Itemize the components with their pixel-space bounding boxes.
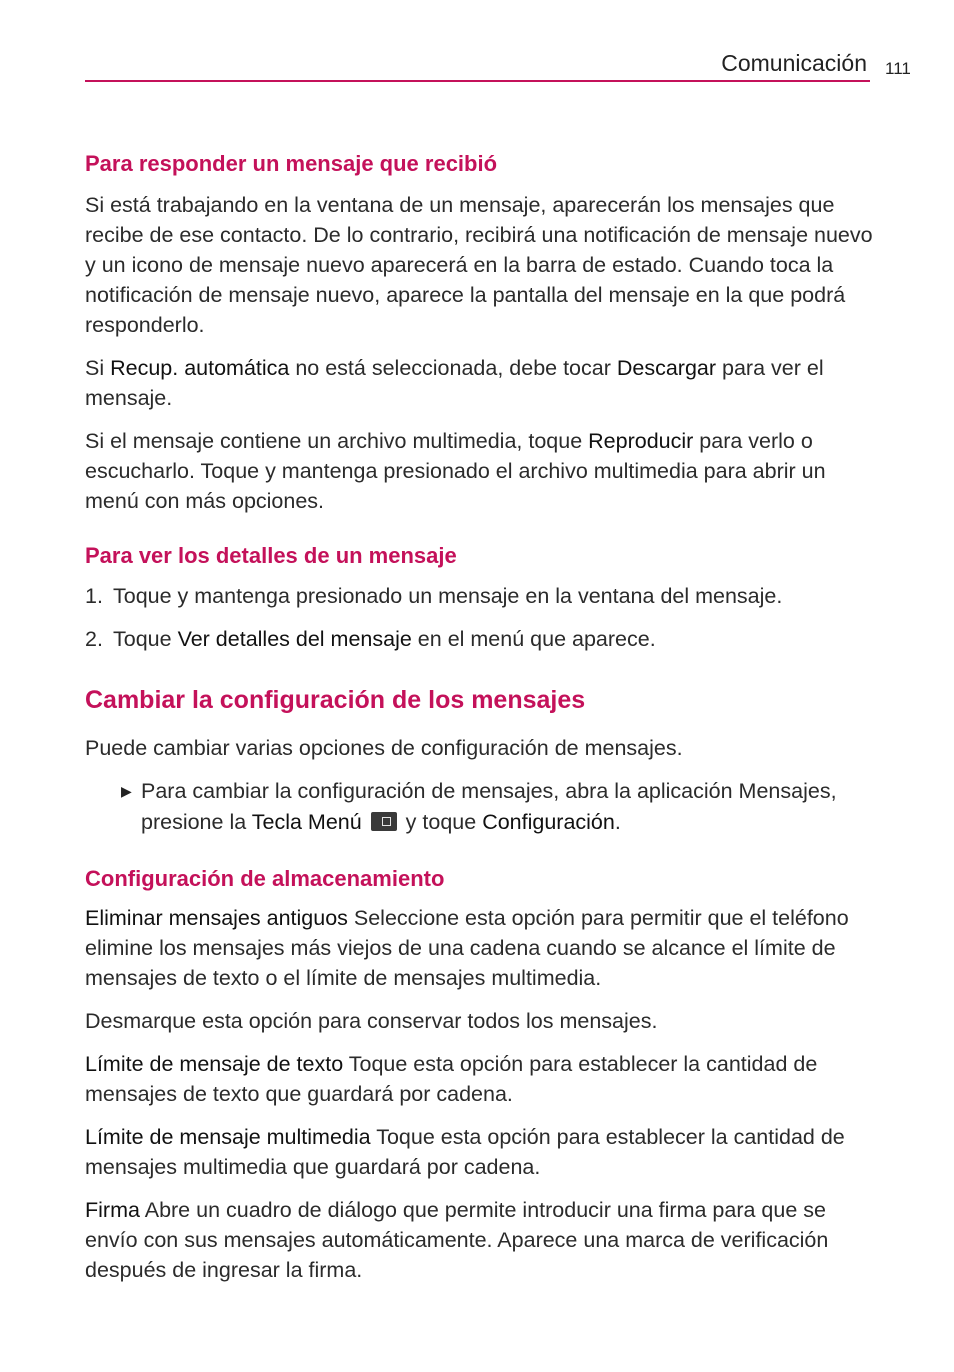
step-number: 2.: [85, 627, 103, 651]
term-settings: Configuración: [482, 810, 615, 834]
paragraph-delete-old: Eliminar mensajes antiguos Seleccione esta opción para permitir que el teléfono elimine los mensajes más viejos de una cadena cuando se alcance el límite de mensajes de texto o el límite de mensajes multimedia.: [85, 906, 849, 990]
term-play: Reproducir: [588, 429, 694, 453]
section-title-settings: Cambiar la configuración de los mensajes: [85, 686, 586, 714]
subheading-view-details: Para ver los detalles de un mensaje: [85, 543, 457, 568]
menu-key-icon: [371, 812, 397, 831]
list-item: [85, 581, 875, 611]
term-auto-retrieve: Recup. automática: [110, 356, 290, 380]
page-number: 111: [885, 59, 911, 78]
term-multimedia-limit: Límite de mensaje multimedia: [85, 1125, 371, 1149]
list-item: 2. Toque Ver detalles del mensaje en el menú que aparece.: [85, 624, 875, 654]
paragraph-text-limit: Límite de mensaje de texto Toque esta opción para establecer la cantidad de mensajes de texto que guardará por cadena.: [85, 1052, 818, 1106]
steps-list: [85, 581, 875, 654]
step-number: 1.: [85, 584, 103, 608]
page-content: [85, 148, 875, 1285]
subheading-storage: Configuración de almacenamiento: [85, 866, 445, 891]
term-menu-key: Tecla Menú: [251, 810, 362, 834]
paragraph-uncheck: Desmarque esta opción para conservar todos los mensajes.: [85, 1009, 658, 1033]
bullet-text: Para cambiar la configuración de mensajes, abra la aplicación Mensajes, presione la Tecla Menú y toque Configuración.: [141, 779, 837, 834]
bullet-item: [85, 776, 875, 838]
subheading-reply: Para responder un mensaje que recibió: [85, 151, 498, 176]
term-delete-old: Eliminar mensajes antiguos: [85, 906, 348, 930]
term-download: Descargar: [616, 356, 717, 380]
term-view-details: Ver detalles del mensaje: [177, 627, 412, 651]
triangle-bullet-icon: ▶: [121, 783, 132, 799]
chapter-title: Comunicación: [721, 50, 867, 76]
paragraph-multimedia-limit: Límite de mensaje multimedia Toque esta opción para establecer la cantidad de mensajes multimedia que guardará por cadena.: [85, 1125, 845, 1179]
paragraph-signature: Firma Abre un cuadro de diálogo que permite introducir una firma para que se envío con sus mensajes automáticamente. Aparece una marca de verificación después de ingresar la firma.: [85, 1198, 829, 1282]
paragraph-reply-intro: Si está trabajando en la ventana de un mensaje, aparecerán los mensajes que recibe de ese contacto. De lo contrario, recibirá una notificación de mensaje nuevo y un icono de mensaje nuevo aparecerá en la barra de estado. Cuando toca la notificación de mensaje nuevo, aparece la pantalla del mensaje en la que podrá responderlo.: [85, 193, 873, 337]
term-text-limit: Límite de mensaje de texto: [85, 1052, 344, 1076]
paragraph-settings-intro: Puede cambiar varias opciones de configuración de mensajes.: [85, 736, 683, 760]
header-divider: [85, 80, 870, 82]
paragraph-auto-retrieve: Si Recup. automática no está seleccionada, debe tocar Descargar para ver el mensaje.: [85, 356, 824, 410]
term-signature: Firma: [85, 1198, 140, 1222]
step-text: Toque y mantenga presionado un mensaje en la ventana del mensaje.: [113, 584, 783, 608]
paragraph-multimedia: Si el mensaje contiene un archivo multimedia, toque Reproducir para verlo o escucharlo. Toque y mantenga presionado el archivo multimedia para abrir un menú con más opciones.: [85, 429, 826, 513]
